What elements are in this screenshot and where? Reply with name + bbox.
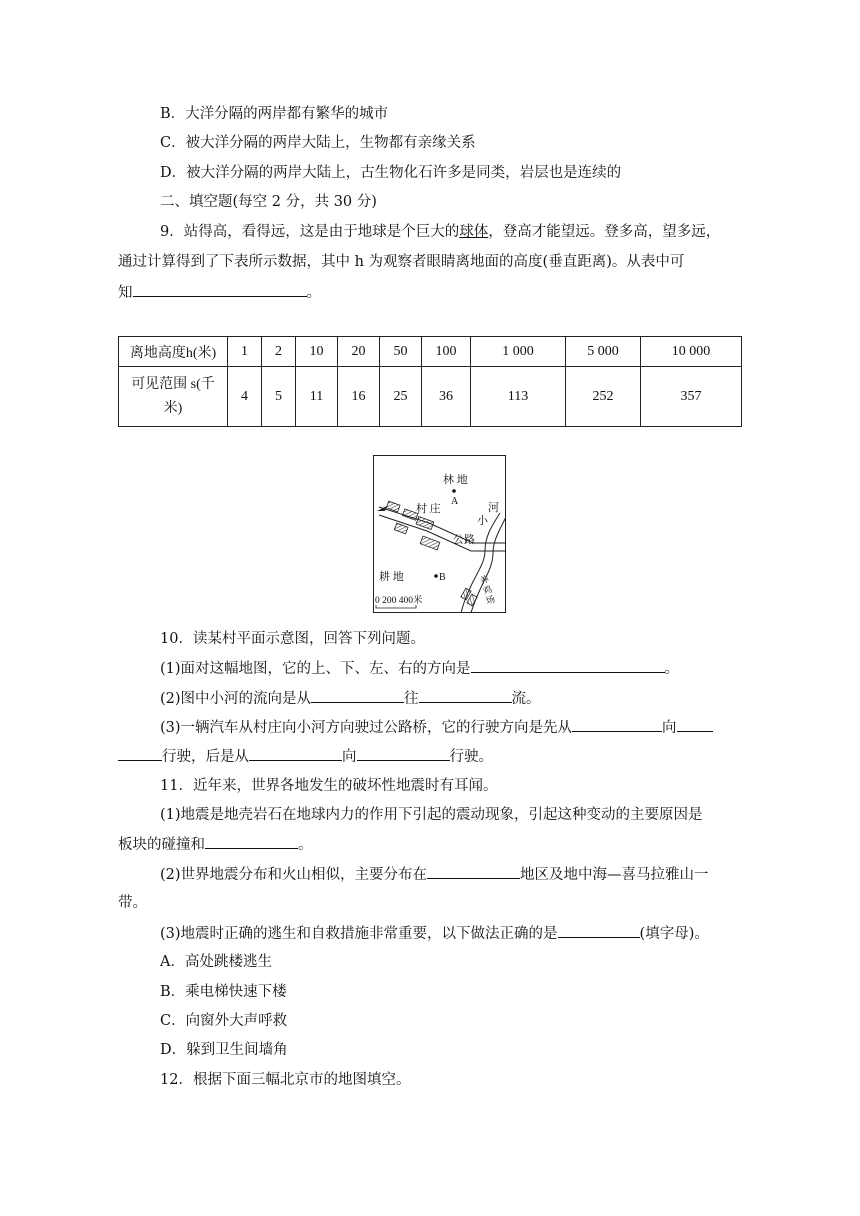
table-cell: 1 <box>228 337 262 367</box>
answer-blank[interactable] <box>133 282 307 297</box>
table-cell: 10 000 <box>641 337 742 367</box>
answer-blank[interactable] <box>357 746 450 761</box>
question-10: 10．读某村平面示意图，回答下列问题。 <box>160 631 425 647</box>
village-map <box>373 455 506 613</box>
choice-c: C．向窗外大声呼救 <box>160 1013 288 1029</box>
option-d: D．被大洋分隔的两岸大陆上，古生物化石许多是同类，岩层也是连续的 <box>160 165 622 181</box>
table-cell: 11 <box>296 367 338 427</box>
question-11-2-line1: (2)世界地震分布和火山相似，主要分布在 地区及地中海—喜马拉雅山一 <box>160 864 709 885</box>
table-cell: 5 000 <box>566 337 641 367</box>
option-c: C．被大洋分隔的两岸大陆上，生物都有亲缘关系 <box>160 135 476 151</box>
question-10-3-line2: 行驶，后是从 向 行驶。 <box>118 746 493 767</box>
section-heading: 二、填空题(每空 2 分，共 30 分) <box>160 194 377 210</box>
table-cell: 2 <box>262 337 296 367</box>
road-label: 公路 <box>453 534 475 546</box>
table-cell: 25 <box>380 367 422 427</box>
question-10-3-line1: (3)一辆汽车从村庄向小河方向驶过公路桥，它的行驶方向是先从 向 <box>160 717 713 738</box>
table-row <box>119 337 742 367</box>
village-label: 村 庄 <box>416 503 441 515</box>
table-cell: 36 <box>422 367 471 427</box>
answer-blank[interactable] <box>249 746 342 761</box>
chicken-label-1: 养 <box>478 573 491 587</box>
chicken-label-2: 鸡 <box>481 583 494 597</box>
answer-blank[interactable] <box>471 658 665 673</box>
question-10-2: (2)图中小河的流向是从 往 流。 <box>160 688 541 709</box>
point-a-label: A <box>451 496 459 507</box>
river-label-1: 河 <box>488 502 499 514</box>
answer-blank[interactable] <box>558 923 640 938</box>
question-12: 12．根据下面三幅北京市的地图填空。 <box>160 1072 411 1088</box>
table-cell: 252 <box>566 367 641 427</box>
answer-blank[interactable] <box>118 746 162 761</box>
answer-blank[interactable] <box>205 834 298 849</box>
table-cell: 113 <box>471 367 566 427</box>
answer-blank[interactable] <box>677 717 713 732</box>
question-10-1: (1)面对这幅地图，它的上、下、左、右的方向是 。 <box>160 658 679 679</box>
choice-a: A．高处跳楼逃生 <box>160 954 272 970</box>
point-a-dot <box>452 489 456 493</box>
answer-blank[interactable] <box>572 717 662 732</box>
question-9-line2: 通过计算得到了下表所示数据，其中 h 为观察者眼睛离地面的高度(垂直距离)。从表中可 <box>118 254 685 270</box>
row-header-height: 离地高度h(米) <box>119 337 228 367</box>
table-cell: 20 <box>338 337 380 367</box>
table-cell: 10 <box>296 337 338 367</box>
table-row <box>119 367 742 427</box>
table-cell: 50 <box>380 337 422 367</box>
forest-label: 林 地 <box>443 474 468 486</box>
table-cell: 5 <box>262 367 296 427</box>
point-b-label: B <box>439 572 446 583</box>
question-11-1-line2: 板块的碰撞和 。 <box>118 834 313 855</box>
answer-blank[interactable] <box>419 688 512 703</box>
chicken-label-3: 场 <box>484 593 497 607</box>
point-b-dot <box>434 574 438 578</box>
underlined-term: 球体 <box>459 224 489 240</box>
table-cell: 16 <box>338 367 380 427</box>
table-cell: 100 <box>422 337 471 367</box>
question-11-1-line1: (1)地震是地壳岩石在地球内力的作用下引起的震动现象，引起这种变动的主要原因是 <box>160 807 703 823</box>
question-11-2-line2: 带。 <box>118 895 147 911</box>
farmland-label: 耕 地 <box>379 571 404 583</box>
answer-blank[interactable] <box>427 864 520 879</box>
river-label-2: 小 <box>477 515 488 527</box>
table-cell: 1 000 <box>471 337 566 367</box>
answer-blank[interactable] <box>311 688 404 703</box>
option-b: B．大洋分隔的两岸都有繁华的城市 <box>160 106 389 122</box>
choice-d: D．躲到卫生间墙角 <box>160 1042 288 1058</box>
question-11: 11．近年来，世界各地发生的破坏性地震时有耳闻。 <box>160 778 498 794</box>
question-9-line1: 9．站得高，看得远，这是由于地球是个巨大的球体，登高才能望远。登多高，望多远， <box>160 224 721 240</box>
table-cell: 357 <box>641 367 742 427</box>
scale-label: 0 200 400米 <box>375 596 423 606</box>
row-header-range: 可见范围 s(千 米) <box>119 367 228 427</box>
question-11-3: (3)地震时正确的逃生和自救措施非常重要，以下做法正确的是 (填字母)。 <box>160 923 709 944</box>
question-9-line3: 知 。 <box>118 282 321 303</box>
choice-b: B．乘电梯快速下楼 <box>160 984 287 1000</box>
table-cell: 4 <box>228 367 262 427</box>
data-table <box>118 336 742 427</box>
